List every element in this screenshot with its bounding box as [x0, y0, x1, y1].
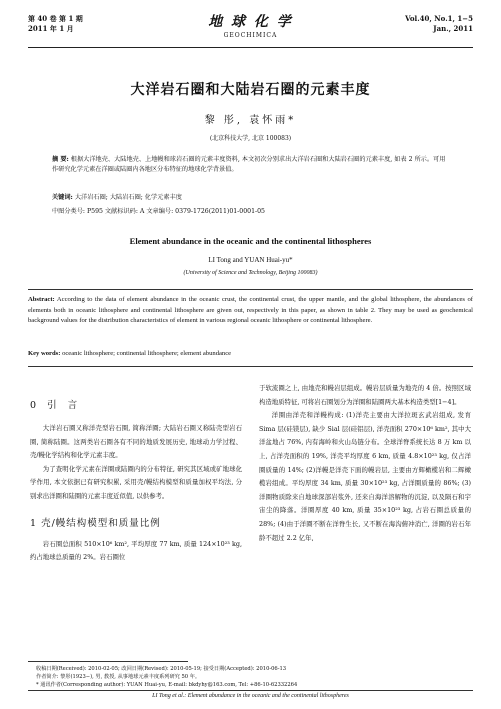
issue-date-en: Jan., 2011 — [433, 24, 473, 33]
footnote-rule — [28, 661, 188, 662]
footnotes — [36, 665, 473, 689]
volume-pages: Vol.40, No.1, 1−5 — [405, 14, 473, 23]
keywords-en-text: oceanic lithosphere; continental lithosphere; element abundance — [62, 350, 232, 357]
abstract-zh-text: 根据大洋地壳、大陆地壳、上地幔和球岩石圈的元素丰度资料, 本文初次分别求出大洋岩石圈和大陆岩石圈的元素丰度, 如表 2 所示。可用作研究化学元素在洋圈或陆圈内各地区分布特征的地球化学背景值。 — [52, 156, 446, 173]
body-column-left — [30, 380, 242, 565]
section-1-heading: 1 壳/幔结构模型和质量比例 — [30, 517, 161, 529]
abstract-zh — [52, 155, 449, 175]
abstract-bottom-rule — [28, 366, 473, 367]
abstract-en-label: Abstract: — [28, 296, 55, 303]
footnote-author-bio: 作者简介: 黎彤(1923−), 男, 教授, 从事地球元素丰度系列研究 50 年。 — [36, 674, 201, 680]
authors-zh: 黎 彤, 袁怀雨* — [204, 115, 297, 126]
header-rule — [28, 47, 473, 48]
paper-title-en: Element abundance in the oceanic and the continental lithospheres — [129, 236, 372, 246]
section-0-paragraph-2: 为了查明化学元素在洋圈或陆圈内的分布特征, 研究其区域或矿地球化学作用, 本文依据已有研究积累, 采用壳/幔结构模型和质量加权平均法, 分别求出洋圈和陆圈的元素丰度近似值, 以供参考。 — [30, 464, 242, 500]
abstract-en — [28, 295, 473, 327]
right-paragraph-1: 于软流圈之上, 由地壳和幔岩层组成。幔岩层质量为地壳的 4 倍。按照区域构造地质特征, 可将岩石圈划分为洋圈和陆圈两大基本构造类型[1−4]。 — [259, 384, 471, 406]
issue-date: 2011 年 1 月 — [28, 24, 74, 33]
classification-line: 中图分类号: P595 文献标识码: A 文章编号: 0379-1726(2011)01-0001-05 — [52, 208, 265, 215]
affiliation-en: (University of Science and Technology, Beijing 100083) — [183, 270, 318, 276]
running-title: LI Tong et al.: Element abundance in the oceanic and the continental lithospheres — [152, 693, 349, 699]
volume-issue: 第 40 卷 第 1 期 — [28, 14, 83, 23]
section-0-paragraph-1: 大洋岩石圈又称洋壳型岩石圈, 简称洋圈; 大陆岩石圈又称陆壳型岩石圈, 简称陆圈。这两类岩石圈各有不同的地质发展历史, 地球动力学过程、壳/幔化学结构和化学元素丰度。 — [30, 424, 242, 460]
journal-name-en: GEOCHIMICA — [223, 32, 278, 39]
keywords-zh-text: 大洋岩石圈; 大陆岩石圈; 化学元素丰度 — [74, 194, 182, 201]
paper-title-zh: 大洋岩石圈和大陆岩石圈的元素丰度 — [130, 82, 371, 98]
keywords-zh-label: 关键词: — [52, 194, 73, 201]
section-1-paragraph-1: 岩石圈总面积 510×10⁶ km², 平均厚度 77 km, 质量 124×10²³ kg, 约占地球总质量的 2%。岩石圈位 — [30, 539, 242, 562]
abstract-en-text: According to the data of element abundance in the oceanic crust, the continental crust, the upper mantle, and the global lithosphere, the abundances of elements both in oceanic lithosphere and continental lithosphere are given out, respectively in this paper, as shown in table 2. They may be used as geochemical background values for the distribution characteristics of element in various regional oceanic lithosphere or continental lithosphere. — [28, 296, 474, 324]
body-column-right — [259, 382, 471, 545]
section-0-heading: 0 引 言 — [30, 400, 82, 411]
footnote-dates: 收稿日期(Received): 2010-02-05; 改回日期(Revised): 2010-05-19; 接受日期(Accepted): 2010-06-13 — [36, 666, 287, 672]
journal-header — [28, 14, 473, 50]
authors-en: LI Tong and YUAN Huai-yu* — [208, 256, 293, 264]
keywords-en — [28, 350, 473, 357]
footnote-corresponding: * 通讯作者(Corresponding author): YUAN Huai-yu, E-mail: bkdyhy@163.com, Tel: +86-10-62332264 — [36, 682, 298, 688]
affiliation-zh: (北京科技大学, 北京 100083) — [209, 135, 292, 142]
issue-info-en — [405, 14, 473, 34]
abstract-top-rule — [28, 289, 473, 290]
keywords-en-label: Key words: — [28, 350, 61, 357]
keywords-zh — [52, 193, 449, 203]
running-title-rule — [28, 690, 473, 691]
abstract-zh-label: 摘 要: — [52, 156, 69, 163]
journal-logo: 地 球 化 学 — [208, 14, 293, 30]
right-paragraph-2: 洋圈由洋壳和洋幔构成: (1)洋壳主要由大洋拉斑玄武岩组成, 发育 Sima 层(硅镁层), 缺少 Sial 层(硅铝层), 洋壳面积 270×10⁶ km², 其中大洋盆地占 76%, 内有海岭和火山岛链分布。全球洋脊系统长达 8 万 km 以上, 占洋壳面积的 19%, 洋壳平均厚度 6 km, 质量 4.8×10²³ kg, 仅占洋圈质量的 14%; (2)洋幔是洋壳下面的幔岩层, 主要由方辉橄榄岩和二辉橄榄岩组成。平均厚度 34 km, 质量 30×10²³ kg, 占洋圈质量的 86%; (3)洋圈物质除来自地球深部岩浆外, 还来自海洋溶解物的沉淀, 以及陨石和宇宙尘的降落。洋圈厚度 40 km, 质量 35×10²³ kg, 占岩石圈总质量的 28%; (4)由于洋圈不断在洋脊生长, 又不断在海沟俯冲消亡, 洋圈的岩石年龄不超过 2.2 亿年, — [259, 411, 471, 542]
